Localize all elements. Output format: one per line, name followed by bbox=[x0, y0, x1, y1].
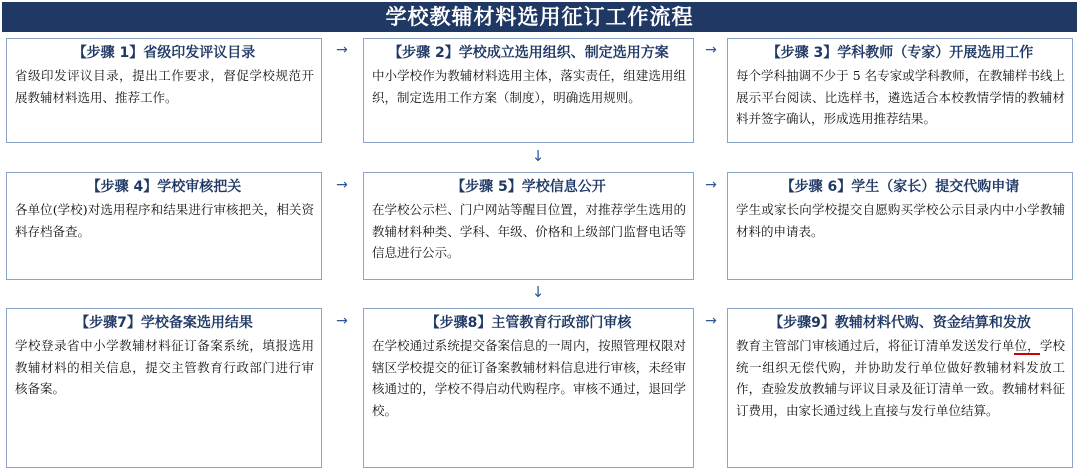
step-8-box bbox=[363, 308, 694, 468]
step-6-body: 学生或家长向学校提交自愿购买学校公示目录内中小学教辅材料的申请表。 bbox=[736, 202, 1065, 239]
arrow-right-icon: → bbox=[336, 42, 348, 58]
step-3-title: 【步骤 3】学科教师（专家）开展选用工作 bbox=[766, 45, 1034, 61]
step-2-body: 中小学校作为教辅材料选用主体，落实责任，组建选用组织，制定选用工作方案（制度），明确选用规则。 bbox=[372, 68, 686, 105]
page-title: 学校教辅材料选用征订工作流程 bbox=[2, 2, 1077, 32]
step-9-body-part-c: 学校统一组织无偿代购，并协助发行单位做好教辅材料发放工作，查验发放教辅与评议目录及征订清单一致。教辅材料征订费用，由家长通过线上直接与发行单位结算。 bbox=[736, 338, 1065, 418]
step-6-title: 【步骤 6】学生（家长）提交代购申请 bbox=[780, 179, 1020, 195]
step-3-box bbox=[727, 38, 1073, 143]
arrow-right-icon: → bbox=[336, 313, 348, 329]
step-4-body: 各单位(学校)对选用程序和结果进行审核把关，相关资料存档备查。 bbox=[15, 202, 314, 239]
arrow-right-icon: → bbox=[705, 313, 717, 329]
step-1-body: 省级印发评议目录，提出工作要求，督促学校规范开展教辅材料选用、推荐工作。 bbox=[15, 68, 314, 105]
step-8-title: 【步骤8】主管教育行政部门审核 bbox=[425, 315, 632, 331]
step-4-title: 【步骤 4】学校审核把关 bbox=[86, 179, 242, 195]
step-7-body: 学校登录省中小学教辅材料征订备案系统，填报选用教辅材料的相关信息，提交主管教育行政部门进行审核备案。 bbox=[15, 338, 314, 396]
step-9-box bbox=[727, 308, 1073, 468]
arrow-right-icon: → bbox=[336, 177, 348, 193]
step-2-box bbox=[363, 38, 694, 143]
step-8-body: 在学校通过系统提交备案信息的一周内，按照管理权限对辖区学校提交的征订备案教辅材料信息进行审核，未经审核通过的，学校不得启动代购程序。审核不通过，退回学校。 bbox=[372, 338, 686, 418]
step-9-body bbox=[728, 334, 1072, 421]
step-5-title: 【步骤 5】学校信息公开 bbox=[451, 179, 606, 195]
step-9-body-part-a: 教育主管部门审核通过后，将征订清单发送发行单 bbox=[736, 338, 1015, 353]
step-6-box bbox=[727, 172, 1073, 280]
step-1-box bbox=[6, 38, 322, 143]
step-9-title: 【步骤9】教辅材料代购、资金结算和发放 bbox=[769, 315, 1031, 331]
step-7-title: 【步骤7】学校备案选用结果 bbox=[75, 315, 253, 331]
step-5-body: 在学校公示栏、门户网站等醒目位置，对推荐学生选用的教辅材料种类、学科、年级、价格和上级部门监督电话等信息进行公示。 bbox=[372, 202, 686, 260]
step-3-body: 每个学科抽调不少于 5 名专家或学科教师，在教辅样书线上展示平台阅读、比选样书，遴选适合本校教情学情的教辅材料并签字确认，形成选用推荐结果。 bbox=[736, 68, 1065, 126]
step-2-title: 【步骤 2】学校成立选用组织、制定选用方案 bbox=[388, 45, 669, 61]
step-7-box bbox=[6, 308, 322, 468]
arrow-right-icon: → bbox=[705, 42, 717, 58]
step-9-body-underlined: 位， bbox=[1014, 338, 1040, 353]
step-1-title: 【步骤 1】省级印发评议目录 bbox=[72, 45, 256, 61]
arrow-down-icon: ↓ bbox=[531, 147, 545, 165]
step-4-box bbox=[6, 172, 322, 280]
arrow-down-icon: ↓ bbox=[531, 283, 545, 301]
arrow-right-icon: → bbox=[705, 177, 717, 193]
step-5-box bbox=[363, 172, 694, 280]
